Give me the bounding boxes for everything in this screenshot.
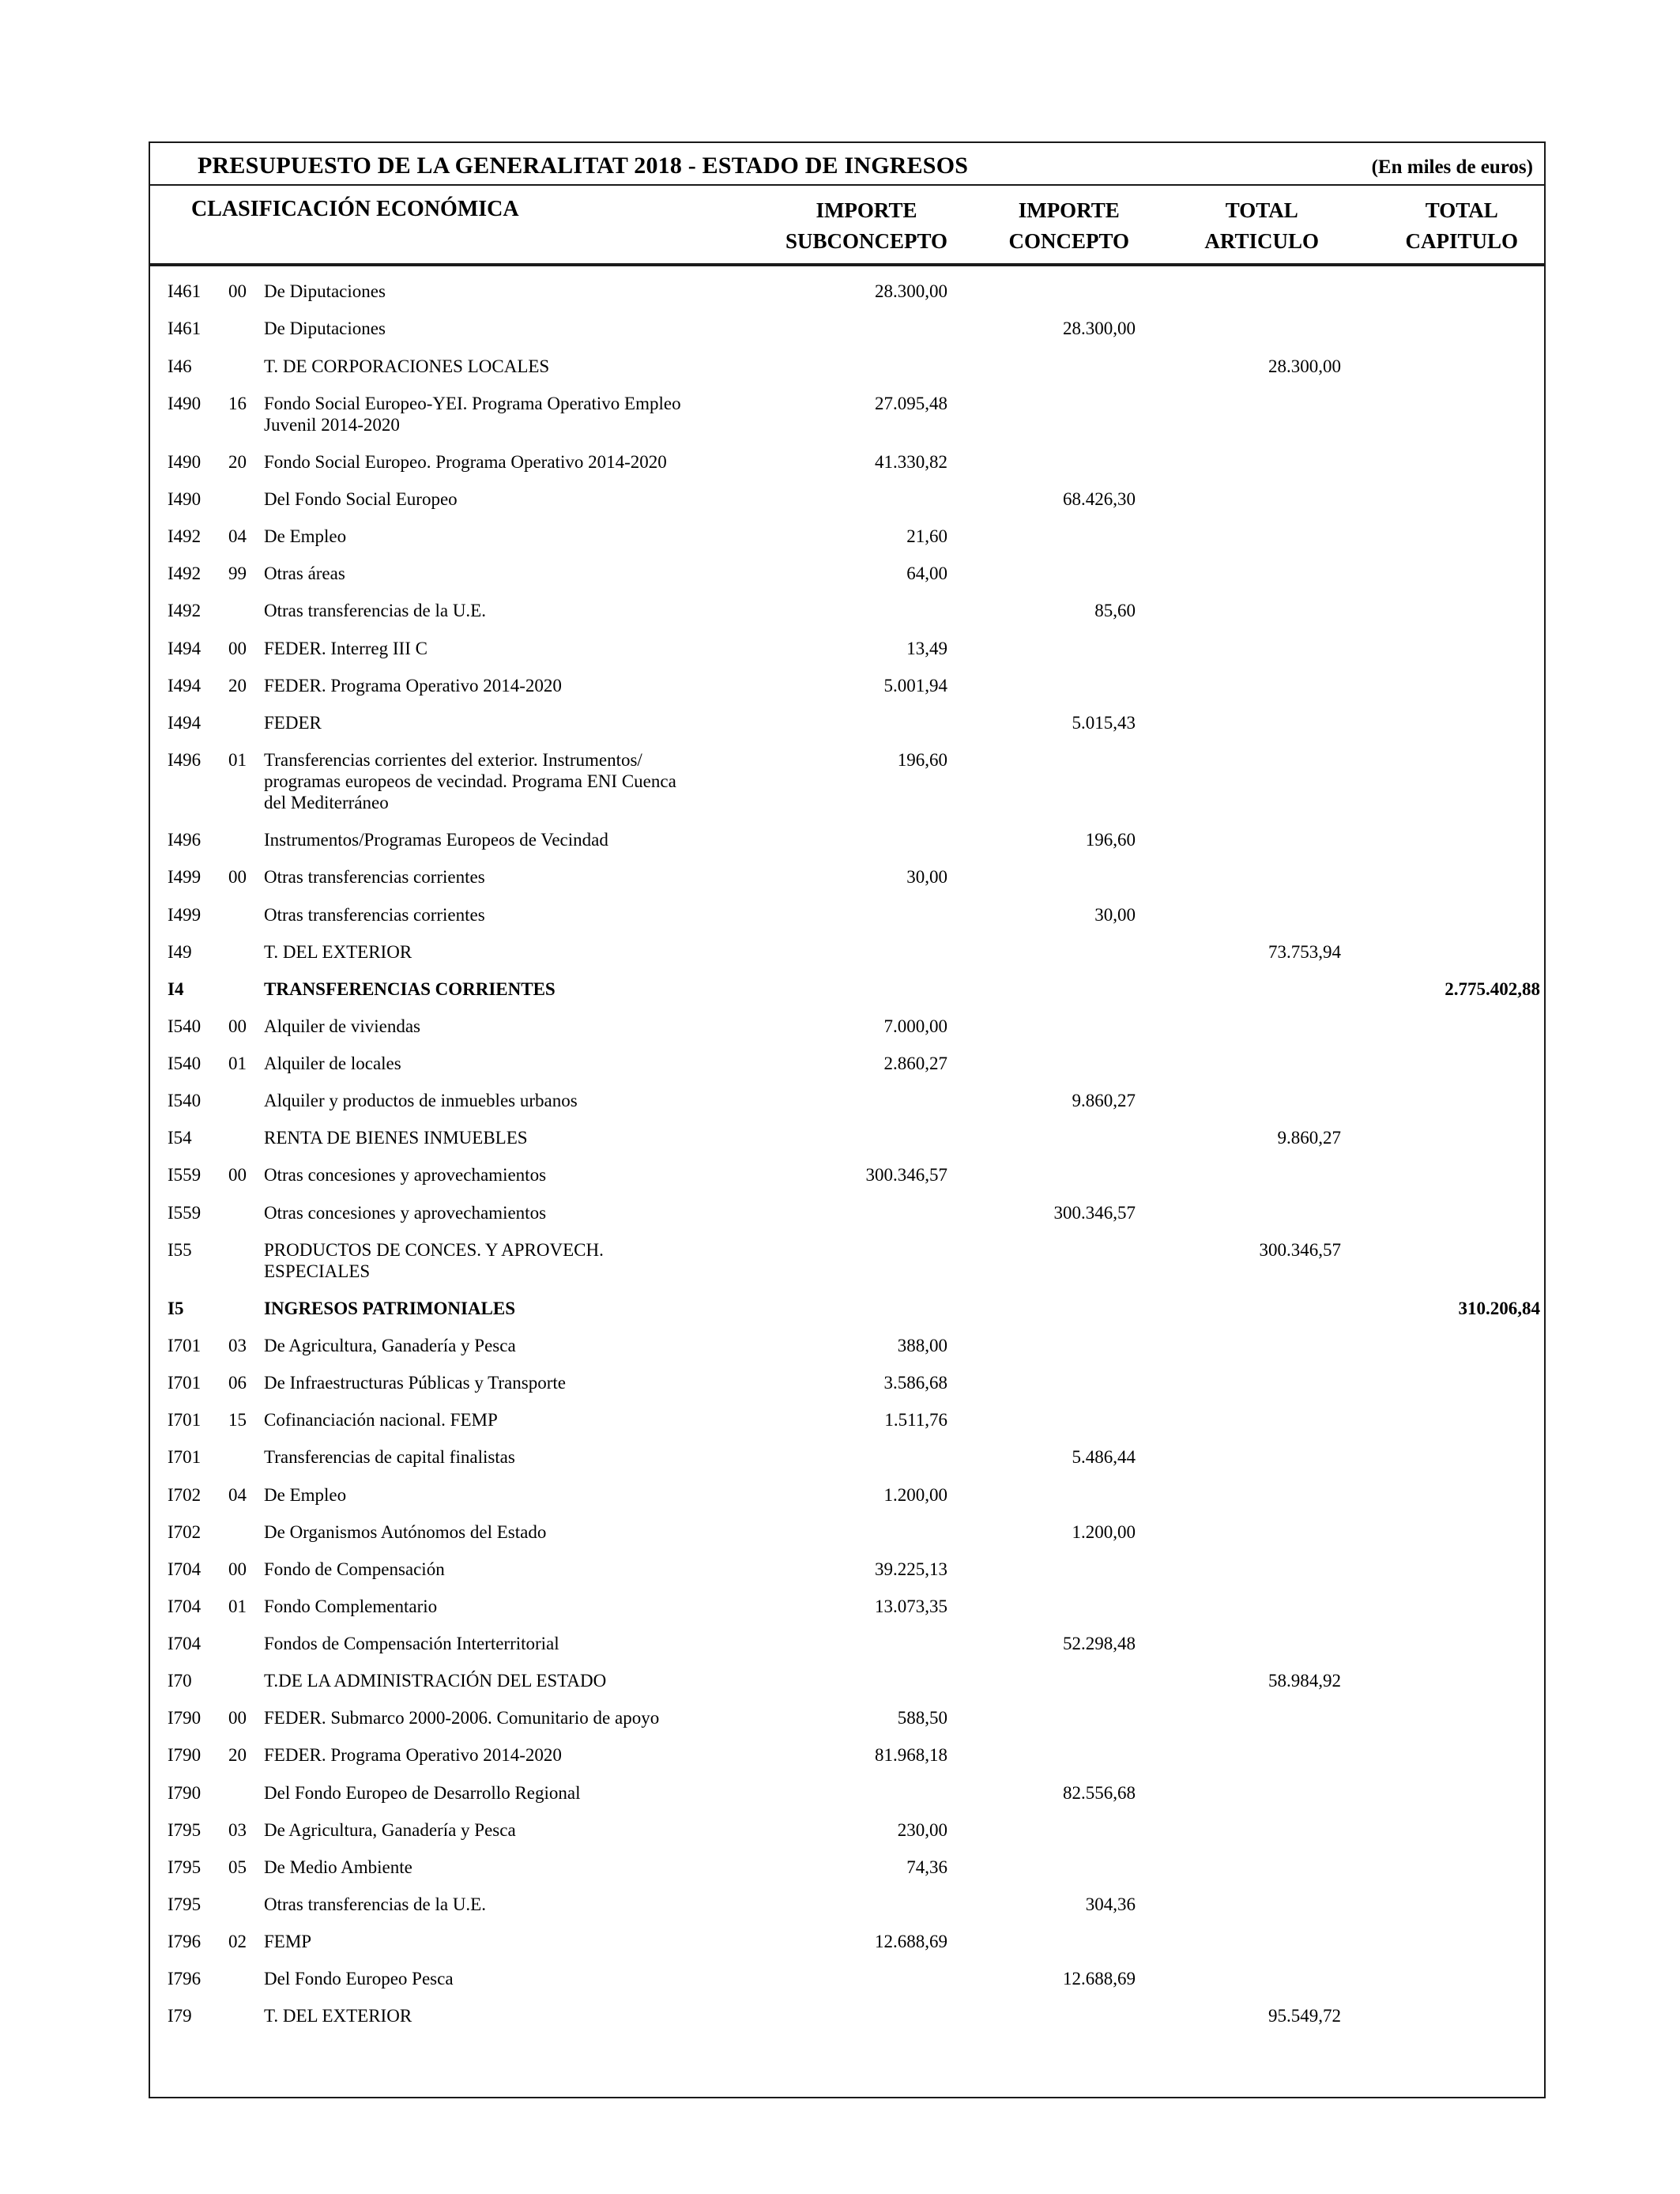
row-subcode: 01 [228, 749, 247, 770]
row-description: Fondo Social Europeo. Programa Operativo 2014-2020 [264, 451, 667, 472]
row-description: INGRESOS PATRIMONIALES [264, 1298, 516, 1318]
row-description: Otras concesiones y aprovechamientos [264, 1202, 547, 1223]
row-code: I492 [168, 601, 202, 621]
table-row [168, 667, 1537, 704]
table-row [168, 518, 1537, 555]
row-code: I499 [168, 904, 202, 925]
table-row [168, 592, 1537, 629]
table-row [168, 1997, 1537, 2034]
row-importe-subconcepto: 13.073,35 [875, 1596, 947, 1616]
table-row [168, 1327, 1537, 1364]
row-code: I540 [168, 1016, 202, 1036]
row-importe-subconcepto: 30,00 [906, 867, 947, 888]
row-description: De Infraestructuras Públicas y Transporte [264, 1373, 566, 1393]
table-row [168, 443, 1537, 481]
row-importe-concepto: 52.298,48 [1063, 1634, 1136, 1654]
column-header-importe-subconcepto: IMPORTE SUBCONCEPTO [785, 198, 947, 254]
row-code: I492 [168, 526, 202, 547]
table-row [168, 1923, 1537, 1960]
row-code: I494 [168, 712, 202, 733]
row-description: RENTA DE BIENES INMUEBLES [264, 1128, 528, 1148]
row-description: T. DEL EXTERIOR [264, 941, 412, 962]
table-row [168, 1811, 1537, 1849]
row-importe-concepto: 28.300,00 [1063, 319, 1136, 339]
row-code: I494 [168, 638, 202, 658]
table-row [168, 896, 1537, 933]
row-description: FEDER [264, 712, 322, 733]
table-row [168, 1156, 1537, 1193]
row-description: Instrumentos/Programas Europeos de Vecindad [264, 830, 608, 850]
row-description: Otras transferencias de la U.E. [264, 1894, 486, 1914]
row-subcode: 05 [228, 1857, 247, 1877]
row-code: I5 [168, 1298, 184, 1318]
document-header [150, 143, 1544, 186]
row-code: I70 [168, 1671, 192, 1691]
row-code: I790 [168, 1745, 202, 1766]
row-description: Otras áreas [264, 564, 345, 584]
table-row [168, 273, 1537, 310]
table-row [168, 858, 1537, 895]
row-subcode: 00 [228, 1708, 247, 1728]
row-code: I490 [168, 489, 202, 510]
row-code: I490 [168, 451, 202, 472]
row-code: I704 [168, 1634, 202, 1654]
table-row [168, 821, 1537, 858]
table-row [168, 1290, 1540, 1327]
row-importe-concepto: 9.860,27 [1072, 1091, 1136, 1111]
table-row [168, 1699, 1537, 1736]
row-description: Alquiler de viviendas [264, 1016, 421, 1036]
row-code: I490 [168, 393, 202, 413]
column-header-importe-concepto: IMPORTE CONCEPTO [1008, 198, 1129, 254]
row-subcode: 01 [228, 1054, 247, 1074]
row-code: I701 [168, 1410, 202, 1431]
row-description: Alquiler y productos de inmuebles urbanos [264, 1091, 578, 1111]
row-importe-subconcepto: 300.346,57 [865, 1165, 947, 1186]
table-row [168, 1476, 1537, 1514]
row-subcode: 04 [228, 1484, 247, 1505]
row-description: De Agricultura, Ganadería y Pesca [264, 1336, 516, 1356]
row-code: I702 [168, 1521, 202, 1542]
row-importe-subconcepto: 388,00 [897, 1336, 947, 1356]
table-row [168, 348, 1537, 385]
row-code: I54 [168, 1128, 192, 1148]
row-code: I496 [168, 830, 202, 850]
row-subcode: 16 [228, 393, 247, 413]
row-description: De Empleo [264, 526, 347, 547]
row-importe-subconcepto: 3.586,68 [883, 1373, 947, 1393]
row-description: Otras concesiones y aprovechamientos [264, 1165, 547, 1186]
row-importe-subconcepto: 81.968,18 [875, 1745, 947, 1766]
row-description: T. DE CORPORACIONES LOCALES [264, 356, 550, 376]
row-importe-subconcepto: 41.330,82 [875, 451, 947, 472]
row-subcode: 03 [228, 1819, 247, 1840]
row-importe-concepto: 82.556,68 [1063, 1782, 1136, 1803]
row-description: FEDER. Interreg III C [264, 638, 428, 658]
table-row [168, 933, 1537, 971]
row-importe-subconcepto: 7.000,00 [883, 1016, 947, 1036]
table-row [168, 1588, 1537, 1625]
table-row [168, 1008, 1537, 1045]
row-subcode: 99 [228, 564, 247, 584]
row-code: I702 [168, 1484, 202, 1505]
row-code: I55 [168, 1239, 192, 1260]
table-row [168, 704, 1537, 741]
row-importe-subconcepto: 12.688,69 [875, 1932, 947, 1952]
row-subcode: 20 [228, 675, 247, 696]
row-description: T.DE LA ADMINISTRACIÓN DEL ESTADO [264, 1671, 607, 1691]
row-description: De Diputaciones [264, 281, 386, 302]
table-row [168, 1364, 1537, 1401]
row-importe-concepto: 68.426,30 [1063, 489, 1136, 510]
row-code: I796 [168, 1932, 202, 1952]
row-code: I494 [168, 675, 202, 696]
row-importe-subconcepto: 64,00 [906, 564, 947, 584]
row-importe-concepto: 5.486,44 [1072, 1447, 1136, 1468]
row-description: FEDER. Programa Operativo 2014-2020 [264, 675, 562, 696]
row-code: I461 [168, 281, 202, 302]
units-note: (En miles de euros) [1371, 156, 1533, 178]
row-subcode: 20 [228, 451, 247, 472]
table-row [168, 481, 1537, 518]
column-header-total-articulo: TOTAL ARTICULO [1204, 198, 1319, 254]
table-row [168, 385, 1537, 443]
table-row [168, 310, 1537, 347]
table-row [168, 1960, 1537, 1997]
row-description: De Diputaciones [264, 319, 386, 339]
row-code: I499 [168, 867, 202, 888]
row-description: Fondo de Compensación [264, 1559, 445, 1579]
row-description: TRANSFERENCIAS CORRIENTES [264, 978, 556, 999]
table-row [168, 1082, 1537, 1119]
row-importe-concepto: 304,36 [1085, 1894, 1136, 1914]
row-code: I46 [168, 356, 192, 376]
table-row [168, 1401, 1537, 1438]
page-title: PRESUPUESTO DE LA GENERALITAT 2018 - ESTADO DE INGRESOS [198, 153, 969, 179]
row-description: FEDER. Programa Operativo 2014-2020 [264, 1745, 562, 1766]
row-subcode: 02 [228, 1932, 247, 1952]
table-row [168, 1119, 1537, 1156]
row-code: I795 [168, 1857, 202, 1877]
row-total-articulo: 9.860,27 [1277, 1128, 1341, 1148]
row-description: Otras transferencias corrientes [264, 904, 485, 925]
row-code: I496 [168, 749, 202, 770]
row-code: I701 [168, 1373, 202, 1393]
table-row [168, 1438, 1537, 1476]
table-row [168, 1625, 1537, 1662]
row-description: FEMP [264, 1932, 312, 1952]
row-code: I461 [168, 319, 202, 339]
row-description: De Agricultura, Ganadería y Pesca [264, 1819, 516, 1840]
row-importe-subconcepto: 28.300,00 [875, 281, 947, 302]
table-row [168, 1194, 1537, 1231]
row-total-capitulo: 310.206,84 [1458, 1298, 1540, 1318]
column-header-clasificacion: CLASIFICACIÓN ECONÓMICA [191, 197, 519, 221]
row-importe-subconcepto: 2.860,27 [883, 1054, 947, 1074]
table-row [168, 1662, 1537, 1699]
row-importe-concepto: 300.346,57 [1053, 1202, 1136, 1223]
row-total-capitulo: 2.775.402,88 [1445, 978, 1540, 999]
row-description: Alquiler de locales [264, 1054, 401, 1074]
row-description: PRODUCTOS DE CONCES. Y APROVECH. ESPECIALES [264, 1239, 604, 1281]
row-importe-subconcepto: 588,50 [897, 1708, 947, 1728]
table-row [168, 741, 1537, 821]
row-code: I49 [168, 941, 192, 962]
row-importe-concepto: 1.200,00 [1072, 1521, 1136, 1542]
row-importe-subconcepto: 1.511,76 [884, 1410, 947, 1431]
row-description: Transferencias de capital finalistas [264, 1447, 515, 1468]
row-code: I796 [168, 1969, 202, 1989]
row-description: Del Fondo Social Europeo [264, 489, 458, 510]
row-importe-subconcepto: 74,36 [906, 1857, 947, 1877]
row-description: Fondo Social Europeo-YEI. Programa Operativo Empleo Juvenil 2014-2020 [264, 393, 681, 435]
row-subcode: 03 [228, 1336, 247, 1356]
row-description: Otras transferencias corrientes [264, 867, 485, 888]
table-row [168, 1045, 1537, 1082]
row-code: I701 [168, 1447, 202, 1468]
table-row [168, 630, 1537, 667]
row-importe-concepto: 196,60 [1085, 830, 1136, 850]
row-subcode: 01 [228, 1596, 247, 1616]
row-description: De Empleo [264, 1484, 347, 1505]
row-description: Transferencias corrientes del exterior. Instrumentos/ programas europeos de vecindad. Programa ENI Cuenca del Mediterráneo [264, 749, 676, 813]
table-row [168, 1736, 1537, 1774]
row-importe-concepto: 5.015,43 [1072, 712, 1136, 733]
table-row [168, 1514, 1537, 1551]
row-code: I790 [168, 1782, 202, 1803]
table-row [168, 1231, 1537, 1290]
row-total-articulo: 300.346,57 [1259, 1239, 1341, 1260]
row-description: Del Fondo Europeo Pesca [264, 1969, 454, 1989]
row-description: De Organismos Autónomos del Estado [264, 1521, 547, 1542]
row-importe-subconcepto: 27.095,48 [875, 393, 947, 413]
table-row [168, 555, 1537, 592]
table-row [168, 1551, 1537, 1588]
row-subcode: 00 [228, 867, 247, 888]
budget-table-frame [149, 141, 1546, 2098]
row-total-articulo: 73.753,94 [1268, 941, 1341, 962]
table-row [168, 1886, 1537, 1923]
row-description: Cofinanciación nacional. FEMP [264, 1410, 498, 1431]
row-subcode: 20 [228, 1745, 247, 1766]
row-total-articulo: 95.549,72 [1268, 2006, 1341, 2026]
row-importe-subconcepto: 39.225,13 [875, 1559, 947, 1579]
row-importe-subconcepto: 21,60 [906, 526, 947, 547]
row-code: I4 [168, 978, 184, 999]
row-description: T. DEL EXTERIOR [264, 2006, 412, 2026]
row-subcode: 00 [228, 1559, 247, 1579]
row-code: I540 [168, 1054, 202, 1074]
row-code: I492 [168, 564, 202, 584]
row-importe-concepto: 30,00 [1094, 904, 1136, 925]
row-importe-subconcepto: 5.001,94 [883, 675, 947, 696]
row-subcode: 00 [228, 281, 247, 302]
row-code: I795 [168, 1819, 202, 1840]
row-code: I790 [168, 1708, 202, 1728]
row-description: Otras transferencias de la U.E. [264, 601, 486, 621]
row-importe-concepto: 85,60 [1094, 601, 1136, 621]
row-code: I540 [168, 1091, 202, 1111]
row-subcode: 00 [228, 638, 247, 658]
row-importe-subconcepto: 1.200,00 [883, 1484, 947, 1505]
row-subcode: 04 [228, 526, 247, 547]
row-subcode: 15 [228, 1410, 247, 1431]
row-total-articulo: 58.984,92 [1268, 1671, 1341, 1691]
row-code: I704 [168, 1559, 202, 1579]
table-row [168, 971, 1540, 1008]
table-header [150, 186, 1544, 266]
row-code: I559 [168, 1165, 202, 1186]
table-rows [150, 266, 1544, 2034]
row-importe-concepto: 12.688,69 [1063, 1969, 1136, 1989]
row-importe-subconcepto: 196,60 [897, 749, 947, 770]
row-importe-subconcepto: 230,00 [897, 1819, 947, 1840]
row-importe-subconcepto: 13,49 [906, 638, 947, 658]
row-code: I704 [168, 1596, 202, 1616]
row-subcode: 06 [228, 1373, 247, 1393]
row-description: Fondo Complementario [264, 1596, 438, 1616]
row-code: I795 [168, 1894, 202, 1914]
table-row [168, 1849, 1537, 1886]
row-subcode: 00 [228, 1165, 247, 1186]
row-total-articulo: 28.300,00 [1268, 356, 1341, 376]
column-header-total-capitulo: TOTAL CAPITULO [1405, 198, 1518, 254]
row-description: FEDER. Submarco 2000-2006. Comunitario de apoyo [264, 1708, 660, 1728]
row-description: Fondos de Compensación Interterritorial [264, 1634, 559, 1654]
row-code: I701 [168, 1336, 202, 1356]
row-subcode: 00 [228, 1016, 247, 1036]
row-description: De Medio Ambiente [264, 1857, 412, 1877]
row-code: I79 [168, 2006, 192, 2026]
table-row [168, 1774, 1537, 1811]
row-description: Del Fondo Europeo de Desarrollo Regional [264, 1782, 581, 1803]
row-code: I559 [168, 1202, 202, 1223]
